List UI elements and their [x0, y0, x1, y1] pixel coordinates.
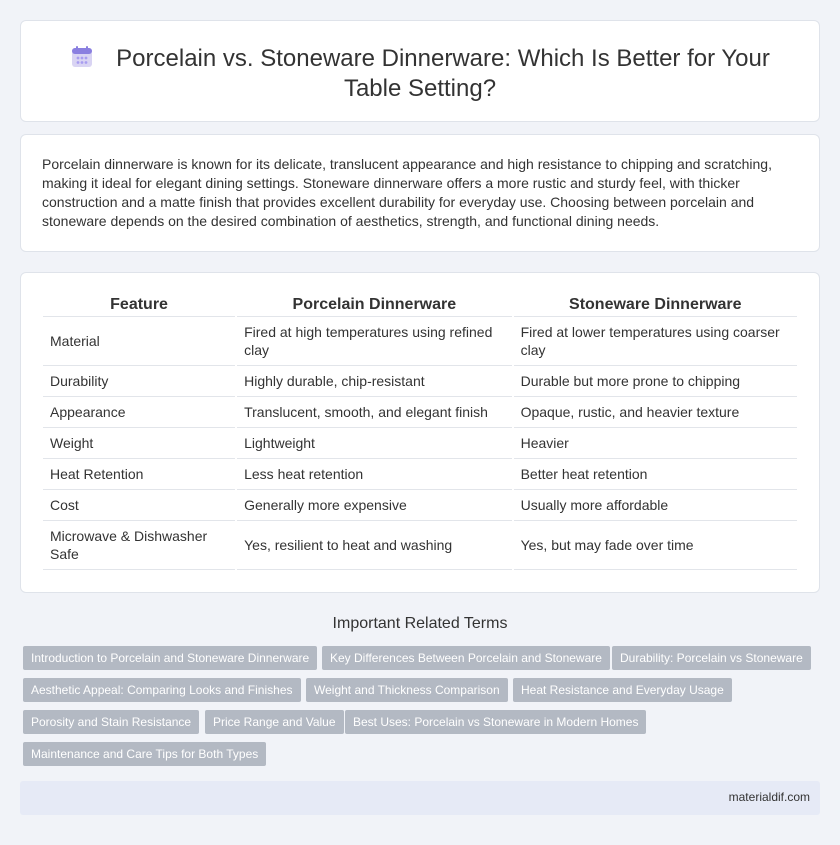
table-cell: Weight	[43, 428, 235, 459]
page-title-text: Porcelain vs. Stoneware Dinnerware: Which Is Better for Your Table Setting?	[116, 45, 770, 102]
calendar-icon	[70, 45, 94, 69]
table-cell: Fired at high temperatures using refined clay	[237, 317, 511, 366]
comparison-table-card	[20, 272, 820, 593]
table-cell: Durability	[43, 366, 235, 397]
table-row	[43, 366, 797, 397]
table-row	[43, 397, 797, 428]
table-cell: Material	[43, 317, 235, 366]
table-cell: Generally more expensive	[237, 490, 511, 521]
header-porcelain: Porcelain Dinnerware	[237, 295, 511, 317]
comparison-table	[41, 295, 799, 570]
table-cell: Heavier	[514, 428, 797, 459]
table-cell: Durable but more prone to chipping	[514, 366, 797, 397]
table-cell: Fired at lower temperatures using coarser clay	[514, 317, 797, 366]
table-header-row	[43, 295, 797, 317]
related-term-tag[interactable]: Best Uses: Porcelain vs Stoneware in Modern Homes	[345, 710, 646, 734]
table-cell: Better heat retention	[514, 459, 797, 490]
related-term-tag[interactable]: Heat Resistance and Everyday Usage	[513, 678, 732, 702]
related-term-tag[interactable]: Price Range and Value	[205, 710, 344, 734]
table-cell: Lightweight	[237, 428, 511, 459]
intro-card	[20, 134, 820, 252]
table-cell: Usually more affordable	[514, 490, 797, 521]
related-term-tag[interactable]: Durability: Porcelain vs Stoneware	[612, 646, 811, 670]
table-row	[43, 490, 797, 521]
table-cell: Opaque, rustic, and heavier texture	[514, 397, 797, 428]
table-row	[43, 317, 797, 366]
header-stoneware: Stoneware Dinnerware	[514, 295, 797, 317]
related-term-tag[interactable]: Aesthetic Appeal: Comparing Looks and Finishes	[23, 678, 301, 702]
related-term-tag[interactable]: Introduction to Porcelain and Stoneware Dinnerware	[23, 646, 317, 670]
table-cell: Heat Retention	[43, 459, 235, 490]
table-cell: Yes, but may fade over time	[514, 521, 797, 570]
table-cell: Appearance	[43, 397, 235, 428]
table-row	[43, 521, 797, 570]
footer	[20, 781, 820, 815]
intro-text: Porcelain dinnerware is known for its delicate, translucent appearance and high resistance to chipping and scratching, making it ideal for elegant dining settings. Stoneware dinnerware offers a more rustic and sturdy feel, with thicker construction and a matte finish that provides excellent durability for everyday use. Choosing between porcelain and stoneware depends on the desired combination of aesthetics, strength, and functional dining needs.	[42, 156, 772, 229]
title-card	[20, 20, 820, 122]
table-cell: Cost	[43, 490, 235, 521]
table-cell: Less heat retention	[237, 459, 511, 490]
table-cell: Highly durable, chip-resistant	[237, 366, 511, 397]
related-term-tag[interactable]: Key Differences Between Porcelain and Stoneware	[322, 646, 610, 670]
page-title	[61, 44, 779, 104]
table-cell: Translucent, smooth, and elegant finish	[237, 397, 511, 428]
table-row	[43, 428, 797, 459]
table-cell: Microwave & Dishwasher Safe	[43, 521, 235, 570]
table-cell: Yes, resilient to heat and washing	[237, 521, 511, 570]
related-terms-heading: Important Related Terms	[332, 615, 508, 632]
table-row	[43, 459, 797, 490]
footer-site-link[interactable]: materialdif.com	[728, 790, 810, 804]
related-term-tag[interactable]: Porosity and Stain Resistance	[23, 710, 199, 734]
related-term-tag[interactable]: Maintenance and Care Tips for Both Types	[23, 742, 266, 766]
header-feature: Feature	[43, 295, 235, 317]
related-term-tag[interactable]: Weight and Thickness Comparison	[306, 678, 508, 702]
